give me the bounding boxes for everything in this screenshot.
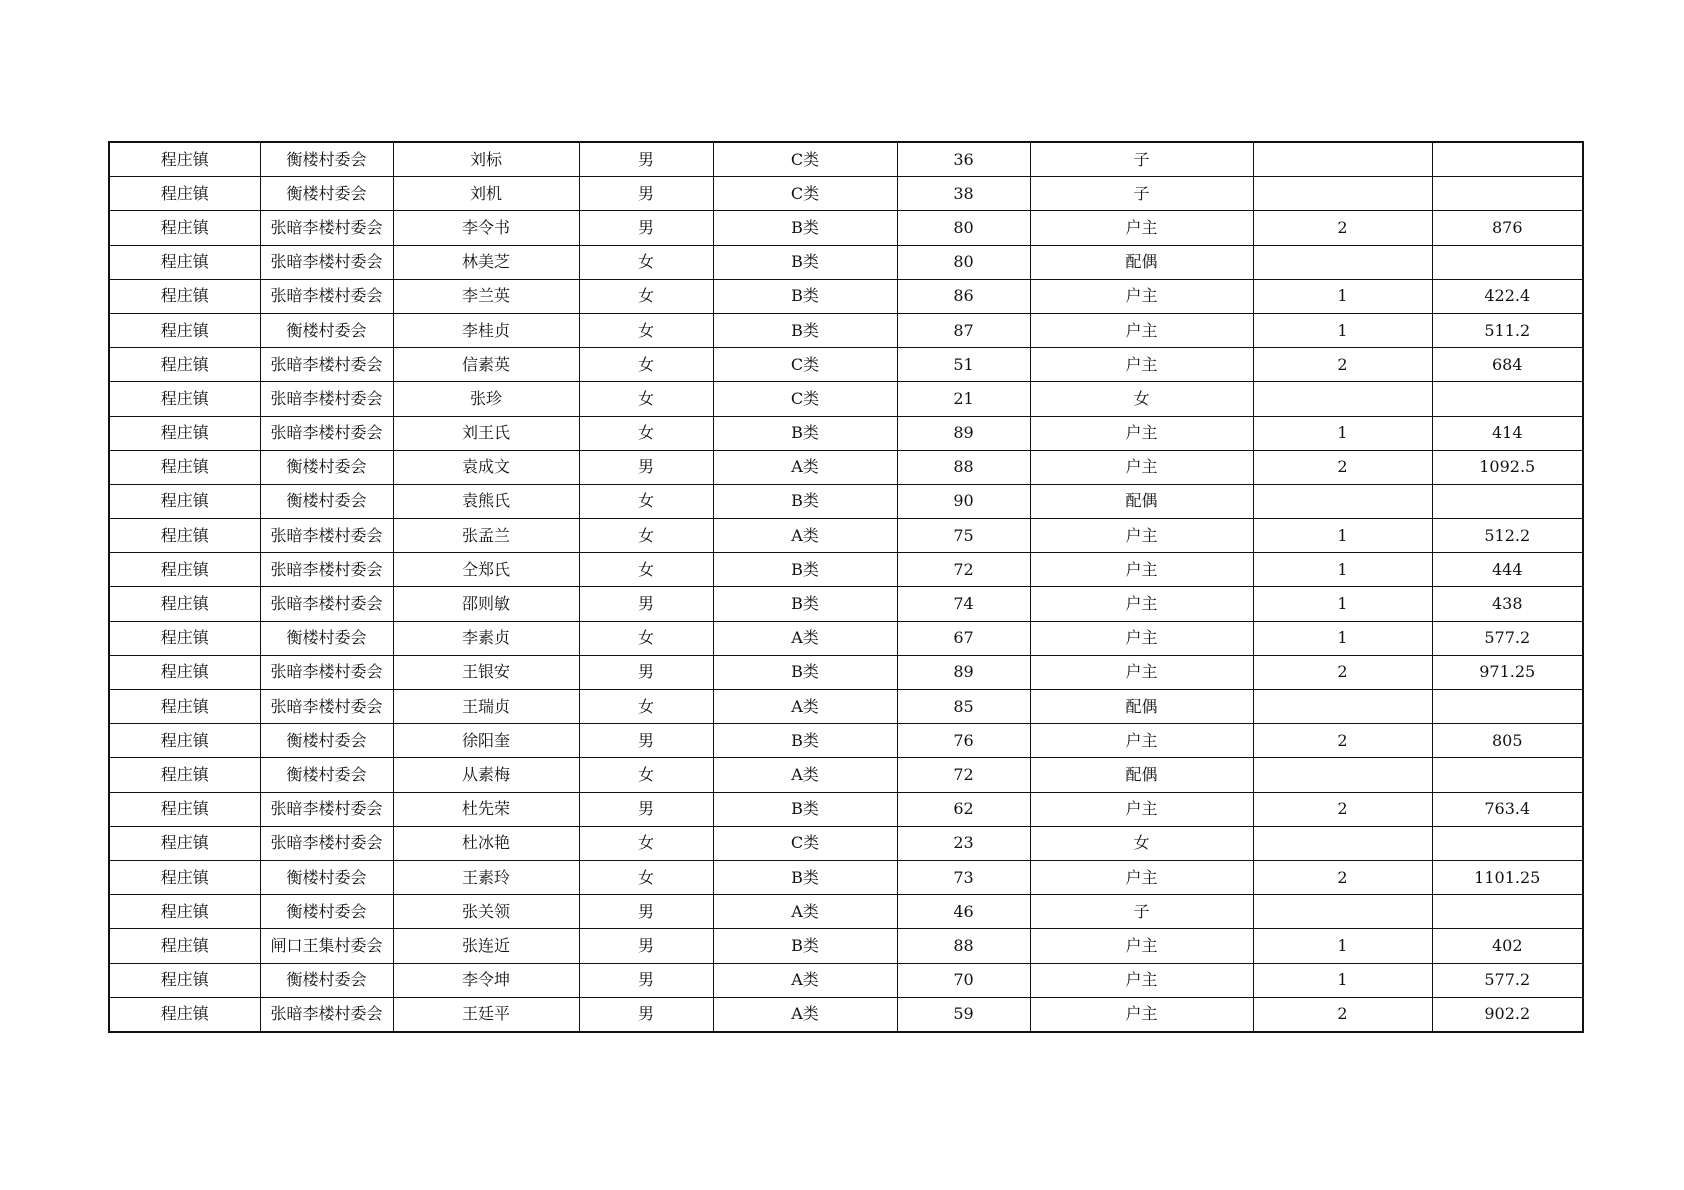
category-cell: C类 [713, 826, 897, 860]
town-cell: 程庄镇 [109, 997, 260, 1032]
household-size-cell: 2 [1253, 450, 1432, 484]
relation-cell: 子 [1030, 895, 1253, 929]
age-cell: 80 [897, 211, 1030, 245]
town-cell: 程庄镇 [109, 313, 260, 347]
village-cell: 张暗李楼村委会 [260, 416, 393, 450]
household-size-cell: 1 [1253, 621, 1432, 655]
table-row [109, 348, 1583, 382]
table-row [109, 245, 1583, 279]
relation-cell: 户主 [1030, 211, 1253, 245]
town-cell: 程庄镇 [109, 621, 260, 655]
age-cell: 76 [897, 724, 1030, 758]
village-cell: 张暗李楼村委会 [260, 245, 393, 279]
household-size-cell: 1 [1253, 279, 1432, 313]
household-size-cell: 2 [1253, 211, 1432, 245]
category-cell: A类 [713, 758, 897, 792]
table-row [109, 690, 1583, 724]
table-row [109, 553, 1583, 587]
village-cell: 衡楼村委会 [260, 860, 393, 894]
gender-cell: 女 [579, 621, 713, 655]
relation-cell: 户主 [1030, 724, 1253, 758]
age-cell: 90 [897, 484, 1030, 518]
village-cell: 衡楼村委会 [260, 142, 393, 177]
relation-cell: 女 [1030, 382, 1253, 416]
table-row [109, 587, 1583, 621]
name-cell: 张关领 [393, 895, 579, 929]
name-cell: 刘王氏 [393, 416, 579, 450]
name-cell: 仝郑氏 [393, 553, 579, 587]
village-cell: 张暗李楼村委会 [260, 519, 393, 553]
relation-cell: 户主 [1030, 450, 1253, 484]
relation-cell: 户主 [1030, 416, 1253, 450]
gender-cell: 男 [579, 450, 713, 484]
age-cell: 86 [897, 279, 1030, 313]
age-cell: 75 [897, 519, 1030, 553]
town-cell: 程庄镇 [109, 177, 260, 211]
amount-cell [1432, 826, 1583, 860]
category-cell: B类 [713, 655, 897, 689]
amount-cell: 438 [1432, 587, 1583, 621]
village-cell: 衡楼村委会 [260, 758, 393, 792]
category-cell: A类 [713, 690, 897, 724]
town-cell: 程庄镇 [109, 963, 260, 997]
relation-cell: 户主 [1030, 313, 1253, 347]
household-size-cell: 1 [1253, 553, 1432, 587]
name-cell: 袁熊氏 [393, 484, 579, 518]
table-row [109, 860, 1583, 894]
gender-cell: 男 [579, 792, 713, 826]
name-cell: 袁成文 [393, 450, 579, 484]
category-cell: C类 [713, 348, 897, 382]
relation-cell: 户主 [1030, 655, 1253, 689]
age-cell: 21 [897, 382, 1030, 416]
name-cell: 张孟兰 [393, 519, 579, 553]
village-cell: 衡楼村委会 [260, 963, 393, 997]
category-cell: B类 [713, 553, 897, 587]
amount-cell: 684 [1432, 348, 1583, 382]
village-cell: 张暗李楼村委会 [260, 279, 393, 313]
household-size-cell: 1 [1253, 587, 1432, 621]
table-row [109, 895, 1583, 929]
town-cell: 程庄镇 [109, 758, 260, 792]
age-cell: 85 [897, 690, 1030, 724]
gender-cell: 女 [579, 416, 713, 450]
town-cell: 程庄镇 [109, 211, 260, 245]
gender-cell: 女 [579, 313, 713, 347]
table-row [109, 382, 1583, 416]
table-row [109, 792, 1583, 826]
amount-cell: 444 [1432, 553, 1583, 587]
gender-cell: 女 [579, 860, 713, 894]
name-cell: 李令书 [393, 211, 579, 245]
age-cell: 72 [897, 553, 1030, 587]
gender-cell: 男 [579, 724, 713, 758]
relation-cell: 户主 [1030, 279, 1253, 313]
relation-cell: 子 [1030, 177, 1253, 211]
category-cell: C类 [713, 177, 897, 211]
relation-cell: 配偶 [1030, 690, 1253, 724]
table-row [109, 313, 1583, 347]
village-cell: 张暗李楼村委会 [260, 382, 393, 416]
name-cell: 李兰英 [393, 279, 579, 313]
age-cell: 67 [897, 621, 1030, 655]
name-cell: 杜冰艳 [393, 826, 579, 860]
table-row [109, 416, 1583, 450]
gender-cell: 女 [579, 553, 713, 587]
name-cell: 从素梅 [393, 758, 579, 792]
amount-cell: 414 [1432, 416, 1583, 450]
gender-cell: 女 [579, 484, 713, 518]
amount-cell: 577.2 [1432, 621, 1583, 655]
amount-cell [1432, 690, 1583, 724]
town-cell: 程庄镇 [109, 519, 260, 553]
village-cell: 张暗李楼村委会 [260, 826, 393, 860]
gender-cell: 男 [579, 929, 713, 963]
age-cell: 73 [897, 860, 1030, 894]
name-cell: 王瑞贞 [393, 690, 579, 724]
amount-cell: 577.2 [1432, 963, 1583, 997]
amount-cell: 512.2 [1432, 519, 1583, 553]
name-cell: 王廷平 [393, 997, 579, 1032]
village-cell: 张暗李楼村委会 [260, 553, 393, 587]
category-cell: A类 [713, 621, 897, 655]
relation-cell: 户主 [1030, 997, 1253, 1032]
household-size-cell: 2 [1253, 792, 1432, 826]
name-cell: 刘机 [393, 177, 579, 211]
town-cell: 程庄镇 [109, 553, 260, 587]
data-table [108, 141, 1584, 1033]
village-cell: 衡楼村委会 [260, 450, 393, 484]
amount-cell [1432, 895, 1583, 929]
household-size-cell: 2 [1253, 724, 1432, 758]
table-row [109, 997, 1583, 1032]
age-cell: 80 [897, 245, 1030, 279]
table-row [109, 929, 1583, 963]
gender-cell: 女 [579, 826, 713, 860]
household-size-cell [1253, 142, 1432, 177]
gender-cell: 男 [579, 963, 713, 997]
town-cell: 程庄镇 [109, 348, 260, 382]
town-cell: 程庄镇 [109, 279, 260, 313]
name-cell: 邵则敏 [393, 587, 579, 621]
name-cell: 信素英 [393, 348, 579, 382]
relation-cell: 女 [1030, 826, 1253, 860]
gender-cell: 女 [579, 758, 713, 792]
village-cell: 张暗李楼村委会 [260, 997, 393, 1032]
amount-cell: 902.2 [1432, 997, 1583, 1032]
amount-cell: 511.2 [1432, 313, 1583, 347]
relation-cell: 户主 [1030, 929, 1253, 963]
name-cell: 王素玲 [393, 860, 579, 894]
age-cell: 51 [897, 348, 1030, 382]
relation-cell: 户主 [1030, 963, 1253, 997]
relation-cell: 户主 [1030, 587, 1253, 621]
village-cell: 衡楼村委会 [260, 177, 393, 211]
age-cell: 62 [897, 792, 1030, 826]
category-cell: A类 [713, 450, 897, 484]
town-cell: 程庄镇 [109, 245, 260, 279]
town-cell: 程庄镇 [109, 142, 260, 177]
age-cell: 87 [897, 313, 1030, 347]
name-cell: 张珍 [393, 382, 579, 416]
table-row [109, 211, 1583, 245]
village-cell: 衡楼村委会 [260, 895, 393, 929]
age-cell: 88 [897, 450, 1030, 484]
household-size-cell [1253, 177, 1432, 211]
relation-cell: 配偶 [1030, 758, 1253, 792]
village-cell: 衡楼村委会 [260, 484, 393, 518]
table-row [109, 826, 1583, 860]
village-cell: 衡楼村委会 [260, 313, 393, 347]
age-cell: 89 [897, 655, 1030, 689]
category-cell: B类 [713, 211, 897, 245]
household-size-cell: 1 [1253, 313, 1432, 347]
table-row [109, 655, 1583, 689]
category-cell: B类 [713, 484, 897, 518]
household-size-cell: 2 [1253, 348, 1432, 382]
amount-cell [1432, 177, 1583, 211]
age-cell: 72 [897, 758, 1030, 792]
name-cell: 林美芝 [393, 245, 579, 279]
household-size-cell [1253, 826, 1432, 860]
amount-cell: 1092.5 [1432, 450, 1583, 484]
name-cell: 李素贞 [393, 621, 579, 655]
name-cell: 李令坤 [393, 963, 579, 997]
town-cell: 程庄镇 [109, 655, 260, 689]
town-cell: 程庄镇 [109, 826, 260, 860]
household-size-cell: 2 [1253, 860, 1432, 894]
name-cell: 李桂贞 [393, 313, 579, 347]
town-cell: 程庄镇 [109, 484, 260, 518]
table-row [109, 142, 1583, 177]
household-size-cell: 2 [1253, 997, 1432, 1032]
category-cell: B类 [713, 416, 897, 450]
household-size-cell: 1 [1253, 963, 1432, 997]
table-row [109, 177, 1583, 211]
category-cell: A类 [713, 963, 897, 997]
town-cell: 程庄镇 [109, 895, 260, 929]
relation-cell: 户主 [1030, 860, 1253, 894]
relation-cell: 户主 [1030, 553, 1253, 587]
amount-cell [1432, 142, 1583, 177]
amount-cell: 763.4 [1432, 792, 1583, 826]
amount-cell: 876 [1432, 211, 1583, 245]
household-size-cell: 1 [1253, 416, 1432, 450]
age-cell: 36 [897, 142, 1030, 177]
town-cell: 程庄镇 [109, 792, 260, 826]
category-cell: A类 [713, 519, 897, 553]
gender-cell: 男 [579, 655, 713, 689]
table-row [109, 279, 1583, 313]
table-row [109, 450, 1583, 484]
relation-cell: 户主 [1030, 621, 1253, 655]
gender-cell: 男 [579, 895, 713, 929]
relation-cell: 配偶 [1030, 484, 1253, 518]
name-cell: 刘标 [393, 142, 579, 177]
name-cell: 徐阳奎 [393, 724, 579, 758]
household-size-cell [1253, 484, 1432, 518]
relation-cell: 户主 [1030, 792, 1253, 826]
age-cell: 46 [897, 895, 1030, 929]
town-cell: 程庄镇 [109, 587, 260, 621]
category-cell: B类 [713, 724, 897, 758]
age-cell: 70 [897, 963, 1030, 997]
category-cell: C类 [713, 382, 897, 416]
table-row [109, 724, 1583, 758]
village-cell: 张暗李楼村委会 [260, 348, 393, 382]
town-cell: 程庄镇 [109, 416, 260, 450]
gender-cell: 女 [579, 348, 713, 382]
age-cell: 23 [897, 826, 1030, 860]
household-size-cell [1253, 690, 1432, 724]
age-cell: 89 [897, 416, 1030, 450]
category-cell: C类 [713, 142, 897, 177]
table-row [109, 519, 1583, 553]
village-cell: 张暗李楼村委会 [260, 690, 393, 724]
gender-cell: 男 [579, 211, 713, 245]
gender-cell: 女 [579, 382, 713, 416]
gender-cell: 女 [579, 279, 713, 313]
age-cell: 88 [897, 929, 1030, 963]
relation-cell: 子 [1030, 142, 1253, 177]
town-cell: 程庄镇 [109, 450, 260, 484]
category-cell: B类 [713, 860, 897, 894]
age-cell: 74 [897, 587, 1030, 621]
category-cell: B类 [713, 792, 897, 826]
household-size-cell [1253, 382, 1432, 416]
household-size-cell [1253, 758, 1432, 792]
amount-cell [1432, 382, 1583, 416]
name-cell: 王银安 [393, 655, 579, 689]
age-cell: 59 [897, 997, 1030, 1032]
gender-cell: 女 [579, 519, 713, 553]
relation-cell: 户主 [1030, 519, 1253, 553]
town-cell: 程庄镇 [109, 929, 260, 963]
village-cell: 张暗李楼村委会 [260, 211, 393, 245]
name-cell: 张连近 [393, 929, 579, 963]
household-size-cell: 1 [1253, 519, 1432, 553]
village-cell: 张暗李楼村委会 [260, 792, 393, 826]
household-size-cell: 2 [1253, 655, 1432, 689]
table-row [109, 484, 1583, 518]
table-body [109, 142, 1583, 1032]
gender-cell: 男 [579, 997, 713, 1032]
category-cell: B类 [713, 929, 897, 963]
amount-cell [1432, 758, 1583, 792]
age-cell: 38 [897, 177, 1030, 211]
town-cell: 程庄镇 [109, 382, 260, 416]
category-cell: A类 [713, 895, 897, 929]
village-cell: 闸口王集村委会 [260, 929, 393, 963]
category-cell: B类 [713, 313, 897, 347]
gender-cell: 女 [579, 245, 713, 279]
town-cell: 程庄镇 [109, 860, 260, 894]
amount-cell: 805 [1432, 724, 1583, 758]
gender-cell: 男 [579, 177, 713, 211]
relation-cell: 户主 [1030, 348, 1253, 382]
amount-cell: 1101.25 [1432, 860, 1583, 894]
village-cell: 衡楼村委会 [260, 621, 393, 655]
gender-cell: 女 [579, 690, 713, 724]
amount-cell: 402 [1432, 929, 1583, 963]
amount-cell: 971.25 [1432, 655, 1583, 689]
name-cell: 杜先荣 [393, 792, 579, 826]
village-cell: 张暗李楼村委会 [260, 587, 393, 621]
household-size-cell: 1 [1253, 929, 1432, 963]
table-row [109, 963, 1583, 997]
household-size-cell [1253, 895, 1432, 929]
household-size-cell [1253, 245, 1432, 279]
category-cell: A类 [713, 997, 897, 1032]
category-cell: B类 [713, 587, 897, 621]
amount-cell: 422.4 [1432, 279, 1583, 313]
town-cell: 程庄镇 [109, 724, 260, 758]
gender-cell: 男 [579, 587, 713, 621]
village-cell: 衡楼村委会 [260, 724, 393, 758]
category-cell: B类 [713, 279, 897, 313]
amount-cell [1432, 245, 1583, 279]
gender-cell: 男 [579, 142, 713, 177]
table-row [109, 621, 1583, 655]
relation-cell: 配偶 [1030, 245, 1253, 279]
category-cell: B类 [713, 245, 897, 279]
town-cell: 程庄镇 [109, 690, 260, 724]
village-cell: 张暗李楼村委会 [260, 655, 393, 689]
amount-cell [1432, 484, 1583, 518]
table-row [109, 758, 1583, 792]
